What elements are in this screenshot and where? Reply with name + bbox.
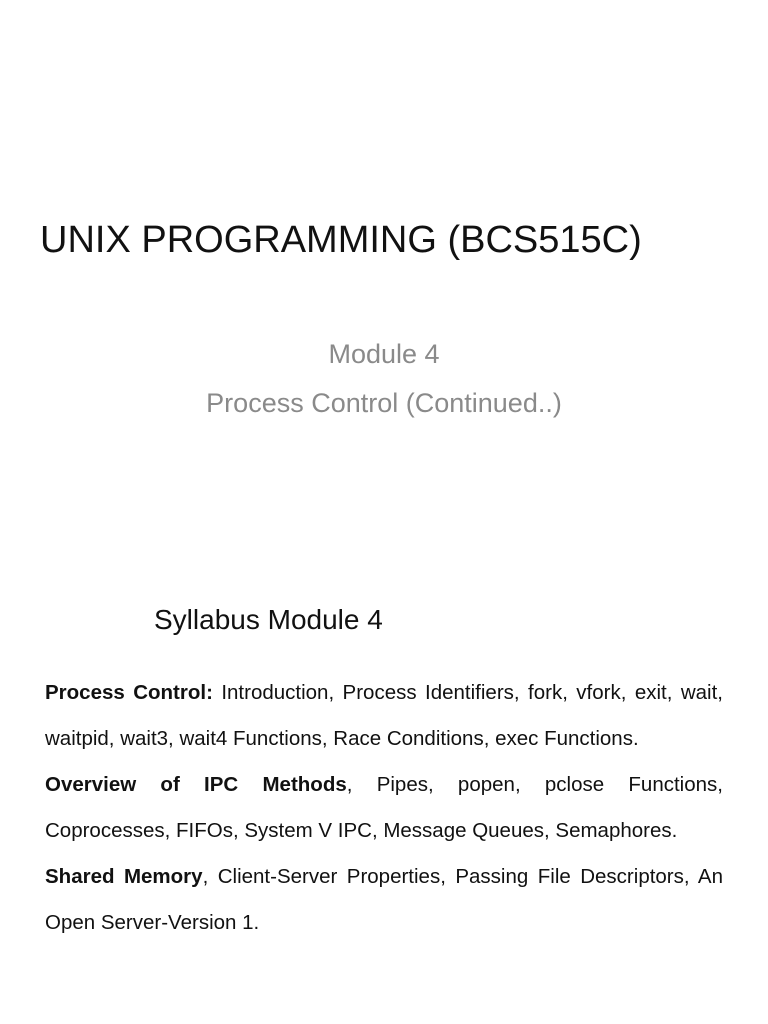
syllabus-paragraph-process-control (45, 670, 723, 762)
subtitle-block (0, 330, 768, 428)
syllabus-paragraph-shared-memory (45, 854, 723, 946)
paragraph-lead: Overview of IPC Methods (45, 773, 347, 796)
paragraph-lead: Shared Memory (45, 865, 203, 888)
syllabus-heading: Syllabus Module 4 (154, 604, 383, 635)
paragraph-text: , Client-Server Properties, Passing File Descriptors, An Open Server-Version 1. (45, 865, 723, 934)
paragraph-text: Introduction, Process Identifiers, fork, vfork, exit, wait, waitpid, wait3, wait4 Functions, Race Conditions, exec Functions. (45, 681, 724, 750)
paragraph-text: , Pipes, popen, pclose Functions, Coprocesses, FIFOs, System V IPC, Message Queues, Semaphores. (45, 773, 723, 842)
module-label: Module 4 (328, 339, 440, 369)
paragraph-lead: Process Control: (45, 681, 213, 704)
syllabus-content (45, 670, 723, 946)
topic-label: Process Control (Continued..) (206, 388, 562, 418)
syllabus-paragraph-ipc-methods (45, 762, 723, 854)
slide-title: UNIX PROGRAMMING (BCS515C) (40, 219, 642, 261)
